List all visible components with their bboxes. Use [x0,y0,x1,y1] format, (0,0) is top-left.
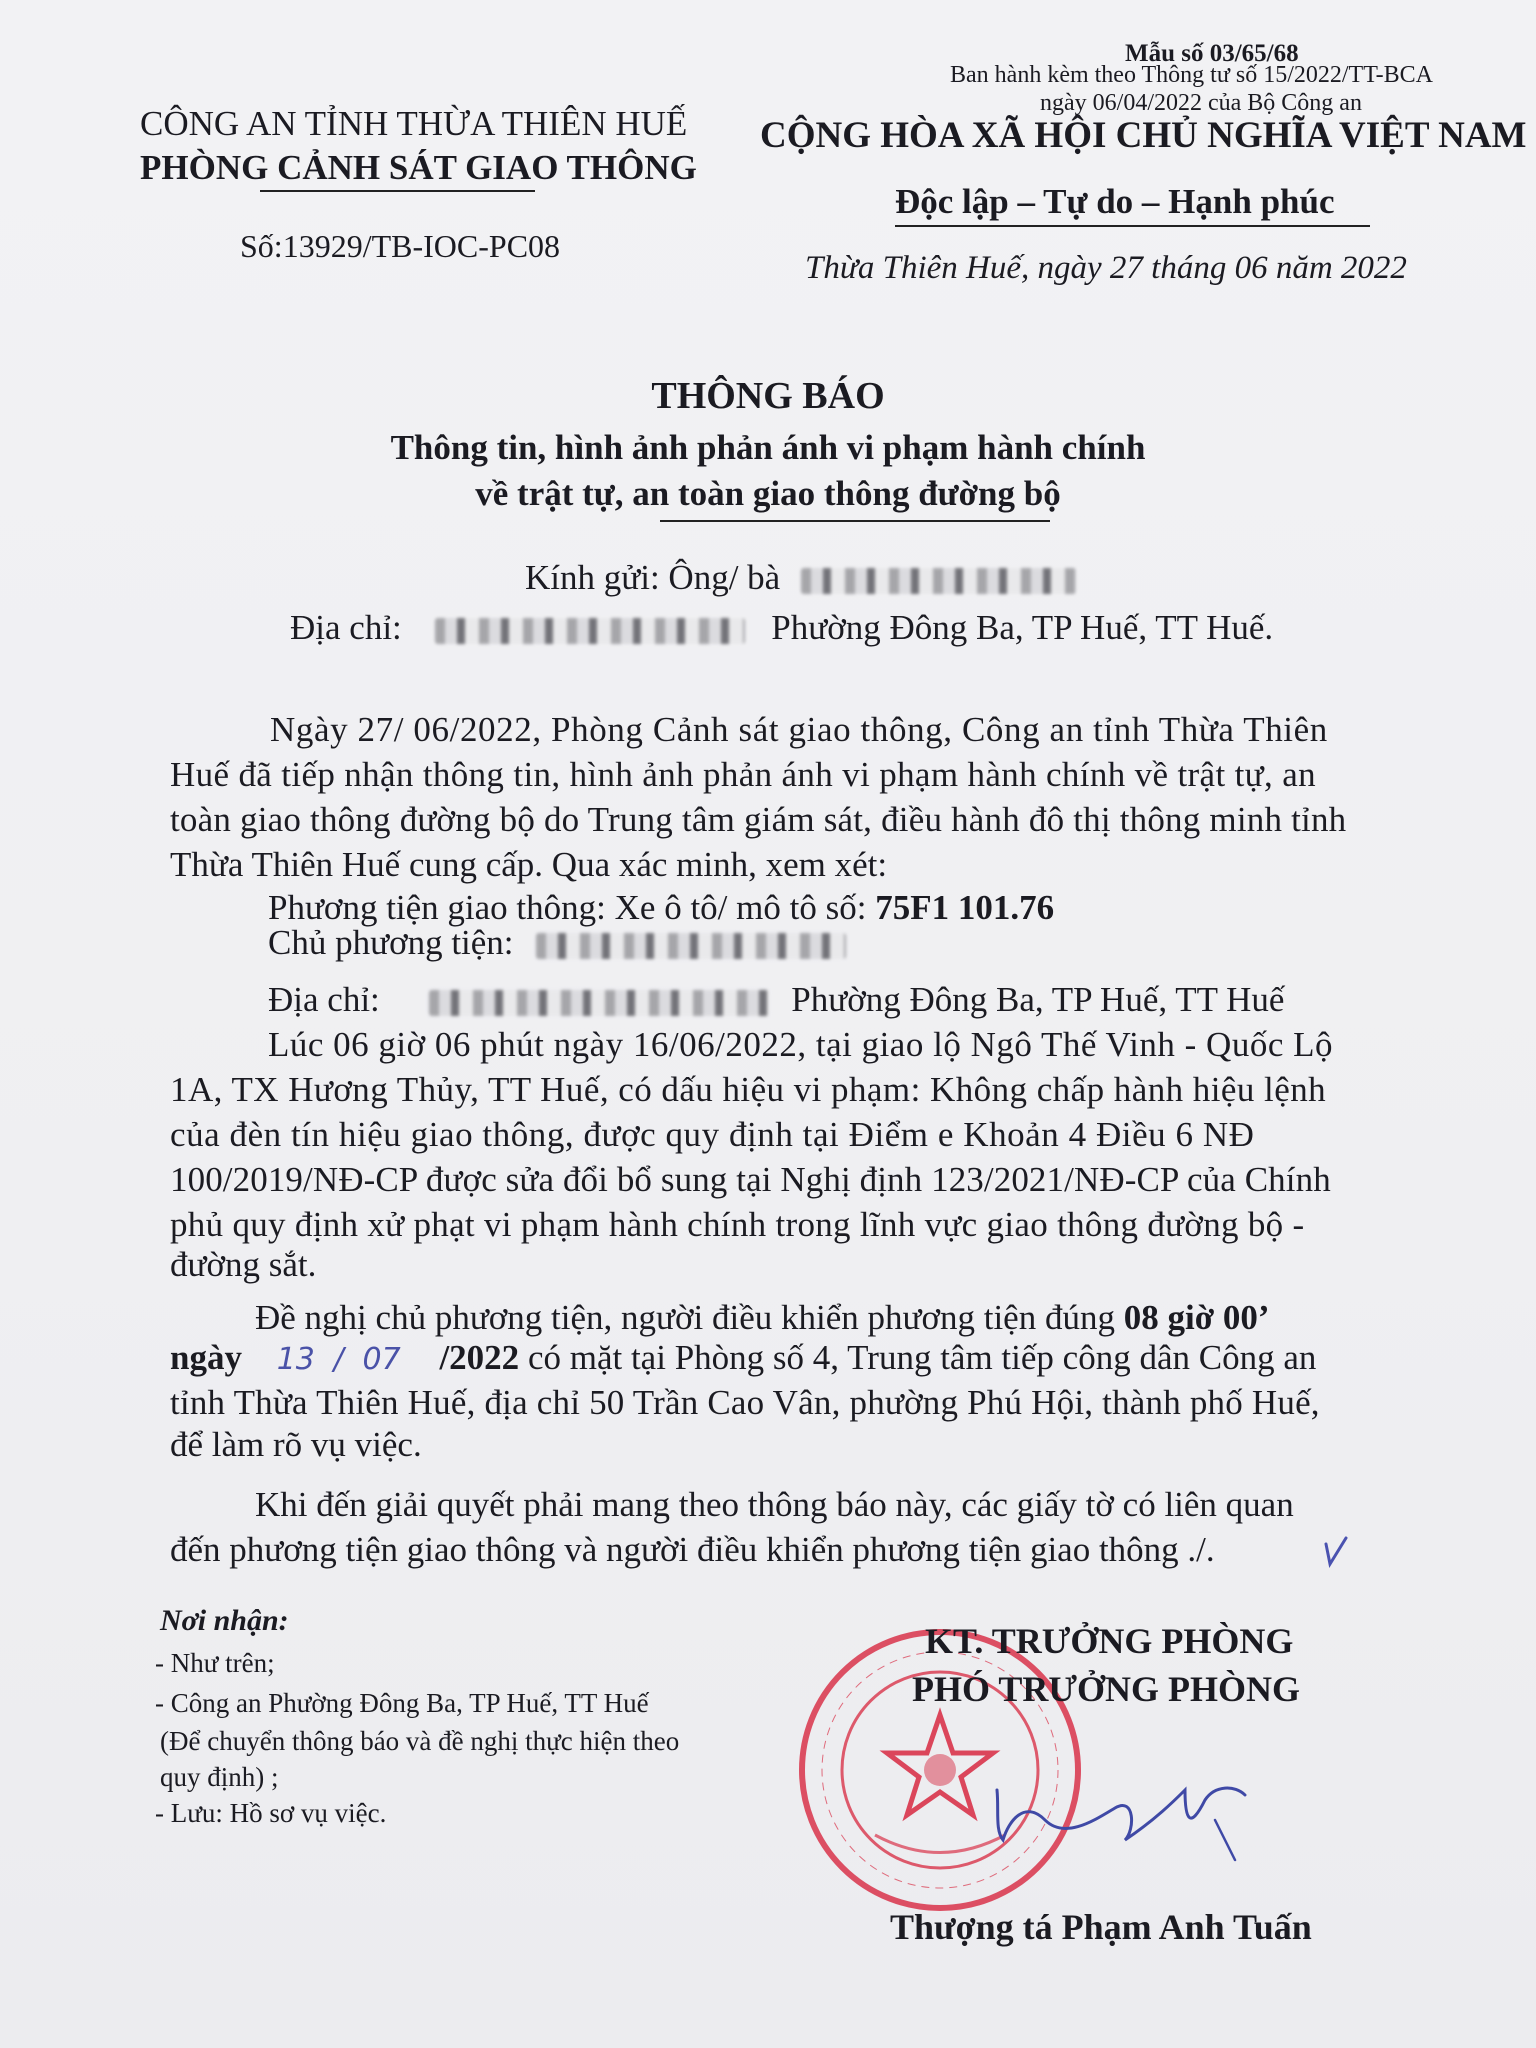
handwritten-signature [985,1760,1285,1870]
body-line: của đèn tín hiệu giao thông, được quy định tại Điểm e Khoản 4 Điều 6 NĐ [170,1115,1255,1154]
owner-address-line [268,980,1284,1020]
form-number: Mẫu số 03/65/68 [1125,40,1299,67]
recipient-address-line [290,608,1273,648]
recipient-address-label: Địa chỉ: [290,608,402,647]
body-line: đến phương tiện giao thông và người điều khiển phương tiện giao thông ./. [170,1530,1215,1569]
subtitle-underline [660,520,1050,522]
appointment-line [255,1298,1269,1338]
appointment-place: có mặt tại Phòng số 4, Trung tâm tiếp công dân Công an [527,1338,1317,1377]
vehicle-label: Phương tiện giao thông: Xe ô tô/ mô tô số: [268,888,867,927]
recipient-item: - Lưu: Hồ sơ vụ việc. [155,1798,387,1828]
owner-address-tail: Phường Đông Ba, TP Huế, TT Huế [791,980,1285,1019]
body-line: đường sắt. [170,1245,317,1284]
appointment-year: /2022 [439,1338,520,1377]
redacted-owner-address [429,990,769,1016]
handwritten-check-icon [1320,1530,1360,1570]
owner-address-label: Địa chỉ: [268,980,380,1019]
body-line: để làm rõ vụ việc. [170,1425,422,1464]
signer-name: Thượng tá Phạm Anh Tuấn [890,1907,1312,1947]
body-line: 1A, TX Hương Thủy, TT Huế, có dấu hiệu vi phạm: Không chấp hành hiệu lệnh [170,1070,1327,1109]
body-line: toàn giao thông đường bộ do Trung tâm giám sát, điều hành đô thị thông minh tỉnh [170,800,1347,839]
document-title: THÔNG BÁO [651,375,885,417]
document-subtitle-line2: về trật tự, an toàn giao thông đường bộ [475,474,1061,513]
body-line: Khi đến giải quyết phải mang theo thông báo này, các giấy tờ có liên quan [255,1485,1294,1524]
owner-label: Chủ phương tiện: [268,923,514,962]
vehicle-plate: 75F1 101.76 [875,888,1055,927]
body-line: Huế đã tiếp nhận thông tin, hình ảnh phản ánh vi phạm hành chính về trật tự, an [170,755,1316,794]
handwritten-month: 07 [362,1342,401,1377]
place-and-date: Thừa Thiên Huế, ngày 27 tháng 06 năm 2022 [805,250,1407,286]
handwritten-separator: / [333,1342,344,1377]
recipient-item: (Để chuyển thông báo và đề nghị thực hiện theo [160,1726,680,1756]
appointment-time: 08 giờ 00’ [1123,1298,1270,1337]
body-line: Ngày 27/ 06/2022, Phòng Cảnh sát giao thông, Công an tỉnh Thừa Thiên [270,710,1328,749]
vehicle-line [268,888,1054,928]
handwritten-day: 13 [276,1342,315,1377]
recipient-address-tail: Phường Đông Ba, TP Huế, TT Huế. [771,608,1274,647]
recipient-item: - Công an Phường Đông Ba, TP Huế, TT Huế [155,1688,649,1718]
recipients-title: Nơi nhận: [160,1604,289,1637]
redacted-name [801,568,1076,594]
agency-name: CÔNG AN TỈNH THỪA THIÊN HUẾ [140,104,688,143]
recipient-label: Kính gửi: Ông/ bà [525,558,781,597]
recipient-item: quy định) ; [160,1762,279,1792]
national-motto: Độc lập – Tự do – Hạnh phúc [895,182,1335,221]
form-issued-date: ngày 06/04/2022 của Bộ Công an [1040,90,1362,116]
redacted-address [435,618,745,644]
form-issued-by: Ban hành kèm theo Thông tư số 15/2022/TT-BCA [950,62,1433,88]
appointment-text: Đề nghị chủ phương tiện, người điều khiển phương tiện đúng [255,1298,1115,1337]
country-heading: CỘNG HÒA XÃ HỘI CHỦ NGHĨA VIỆT NAM [760,115,1527,156]
document-number: Số:13929/TB-IOC-PC08 [240,228,561,264]
motto-underline [895,225,1370,227]
department-underline [260,190,535,192]
owner-line [268,923,846,963]
department-name: PHÒNG CẢNH SÁT GIAO THÔNG [140,148,697,187]
appointment-date-line [170,1338,1316,1378]
body-line: Lúc 06 giờ 06 phút ngày 16/06/2022, tại giao lộ Ngô Thế Vinh - Quốc Lộ [268,1025,1333,1064]
body-line: 100/2019/NĐ-CP được sửa đổi bổ sung tại Nghị định 123/2021/NĐ-CP của Chính [170,1160,1331,1199]
appointment-day-label: ngày [170,1338,242,1377]
body-line: tỉnh Thừa Thiên Huế, địa chỉ 50 Trần Cao Vân, phường Phú Hội, thành phố Huế, [170,1383,1320,1422]
signature-title-primary: KT. TRƯỞNG PHÒNG [925,1621,1294,1661]
recipient-item: - Như trên; [155,1648,275,1678]
body-line: Thừa Thiên Huế cung cấp. Qua xác minh, xem xét: [170,845,888,884]
document-subtitle-line1: Thông tin, hình ảnh phản ánh vi phạm hành chính [390,428,1146,467]
recipient-line [525,558,1076,598]
signature-title-secondary: PHÓ TRƯỞNG PHÒNG [912,1669,1301,1709]
redacted-owner [536,933,846,959]
body-line: phủ quy định xử phạt vi phạm hành chính trong lĩnh vực giao thông đường bộ - [170,1205,1305,1244]
